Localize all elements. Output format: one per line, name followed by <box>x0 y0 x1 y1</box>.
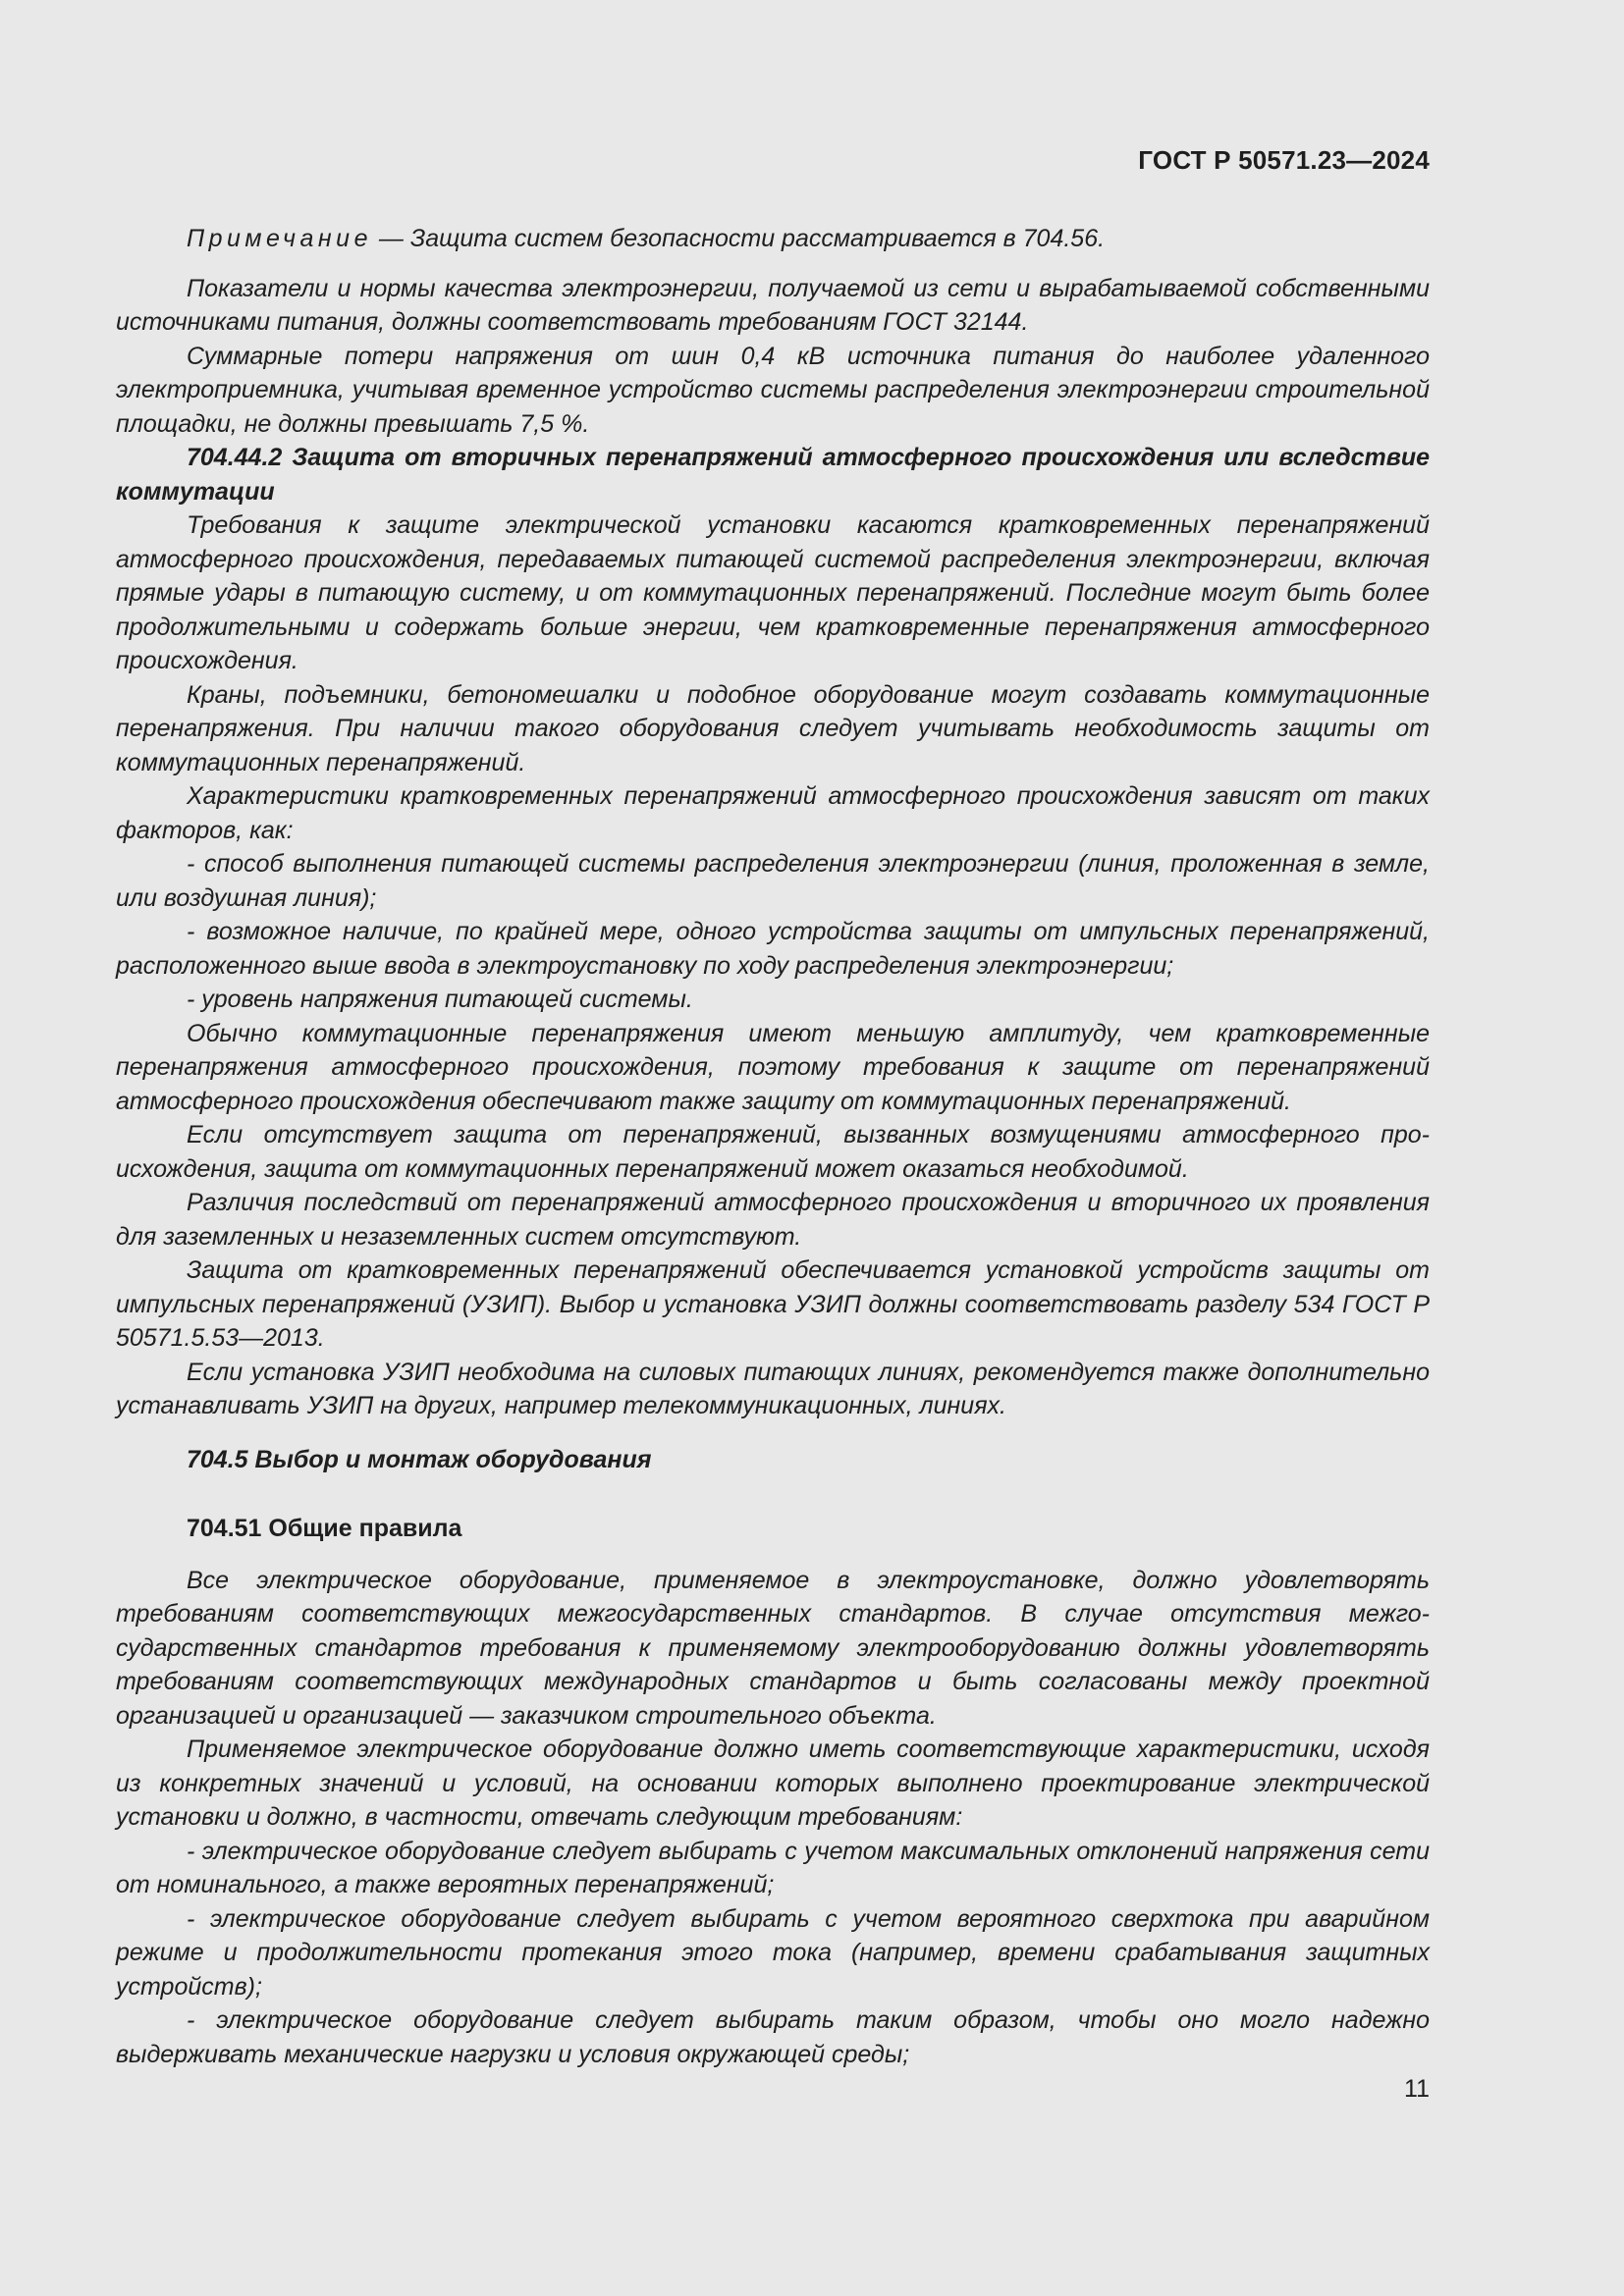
list-item: - возможное наличие, по крайней мере, одного устройства защиты от импульсных перенапряжений, расположенного выше ввода в электроустановку по ходу распределения электроэнергии; <box>116 918 1430 980</box>
section-heading-704-5: 704.5 Выбор и монтаж оборудования <box>187 1445 652 1473</box>
paragraph-characteristics: Характеристики кратковременных перенапряжений атмосферного происхождения зависят от таких факторов, как: <box>116 782 1430 844</box>
paragraph-differences: Различия последствий от перенапряжений атмосферного происхождения и вторичного их проявления для заземленных и незаземленных систем отсутствуют. <box>116 1189 1430 1251</box>
note-text: — Защита систем безопасности рассматривается в 704.56. <box>371 225 1106 252</box>
paragraph-switching-overvoltages: Обычно коммутационные перенапряжения имеют меньшую амплитуду, чем кратковременные перенапряжения атмосферного происхождения, поэтому требования к защите от перенапряжений атмосферного происхождения обеспечивают также защиту от коммутационных перенапряжений. <box>116 1019 1430 1115</box>
paragraph-voltage-losses: Суммарные потери напряжения от шин 0,4 кВ источника питания до наиболее удаленного электроприемника, учитывая временное устройство системы распределения электроэнергии строительной площадки, не должны превышать 7,5 %. <box>116 342 1430 438</box>
paragraph-cranes: Краны, подъемники, бетономешалки и подобное оборудование могут создавать коммутационные перенапряжения. При наличии такого оборудования следует учитывать необходимость защиты от коммутационных перенапряжений. <box>116 680 1430 776</box>
paragraph-spd-protection: Защита от кратковременных перенапряжений обеспечивается установкой устройств защиты от импульсных перенапряжений (УЗИП). Выбор и установка УЗИП должны соответствовать разделу 534 ГОСТ Р 50571.5.53—2013. <box>116 1256 1430 1352</box>
document-code-header: ГОСТ Р 50571.23—2024 <box>1138 145 1430 175</box>
list-item: - электрическое оборудование следует выбирать с учетом вероятного сверхтока при аварийном режиме и продолжительности протекания этого тока (например, времени срабатывания защитных устройств); <box>116 1904 1430 2001</box>
list-item: - способ выполнения питающей системы распределения электроэнергии (линия, проложенная в земле, или воздушная линия); <box>116 850 1430 912</box>
note-label: Примечание <box>187 225 372 252</box>
list-item: - уровень напряжения питающей системы. <box>187 986 693 1013</box>
paragraph-equipment-standards: Все электрическое оборудование, применяемое в электроустановке, должно удовлетворять требованиям соответствующих межгосударственных стандартов. В случае отсутствия межгосударственных стандартов требования к применяемому электрооборудованию должны удовлетворять требованиям соответствующих международных стандартов и быть согласованы между проектной организацией и организацией — заказчиком строительного объекта. <box>116 1566 1430 1730</box>
heading-704-44-2: 704.44.2 Защита от вторичных перенапряжений атмосферного происхождения или вследствие коммутации <box>116 444 1430 506</box>
list-item: - электрическое оборудование следует выбирать с учетом максимальных отклонений напряжения сети от номинального, а также вероятных перенапряжений; <box>116 1837 1430 1898</box>
paragraph-equipment-characteristics: Применяемое электрическое оборудование должно иметь соответствующие характеристики, исходя из конкретных значений и условий, на основании которых выполнено проектирование электрической установки и должно, в частности, отвечать следующим требованиям: <box>116 1735 1430 1831</box>
paragraph-power-quality: Показатели и нормы качества электроэнергии, получаемой из сети и вырабатываемой собственными источниками питания, должны соответствовать требованиям ГОСТ 32144. <box>116 274 1430 336</box>
paragraph-spd-other-lines: Если установка УЗИП необходима на силовых питающих линиях, рекомендуется также дополнительно устанавливать УЗИП на других, например телекоммуникационных, линиях. <box>116 1358 1430 1419</box>
paragraph-no-protection: Если отсутствует защита от перенапряжений, вызванных возмущениями атмосферного происхождения, защита от коммутационных перенапряжений может оказаться необходимой. <box>116 1121 1430 1183</box>
subsection-heading-704-51: 704.51 Общие правила <box>187 1515 462 1542</box>
paragraph-protection-requirements: Требования к защите электрической установки касаются кратковременных перенапряжений атмосферного происхождения, передаваемых питающей системой распределения электроэнергии, включая прямые удары в питающую систему, и от коммутационных перенапряжений. Последние могут быть более продолжительными и содержать больше энергии, чем кратковременные перенапряжения атмосферного происхождения. <box>116 511 1430 674</box>
document-body <box>116 222 1430 2071</box>
page-number: 11 <box>1404 2075 1430 2103</box>
list-item: - электрическое оборудование следует выбирать таким образом, чтобы оно могло надежно выдерживать механические нагрузки и условия окружающей среды; <box>116 2006 1430 2068</box>
note <box>116 222 1430 256</box>
